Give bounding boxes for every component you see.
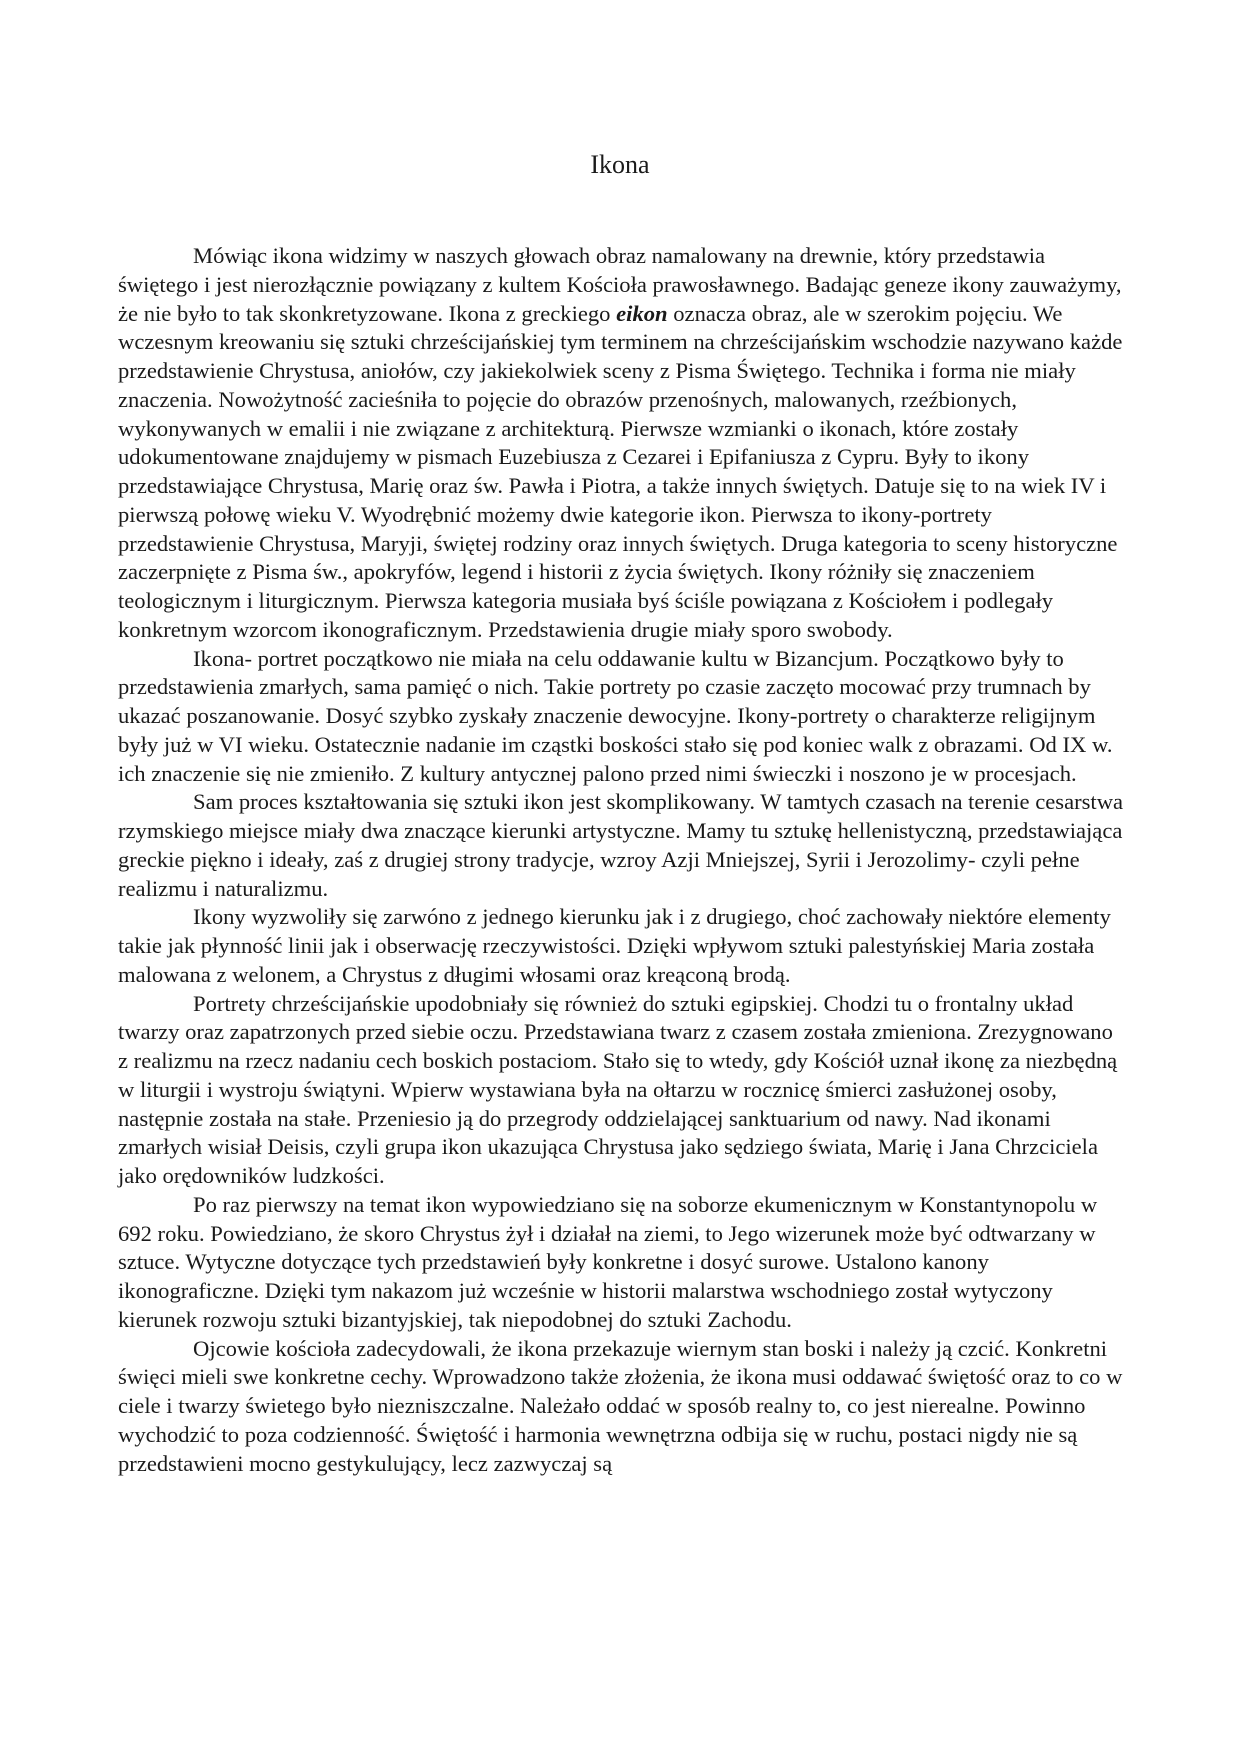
- document-body: [118, 242, 1124, 1478]
- paragraph-1: [118, 242, 1124, 645]
- paragraph-1-text-b: oznacza obraz, ale w szerokim pojęciu. We wczesnym kreowaniu się sztuki chrześcijańskiej tym terminem na chrześcijańskim wschodzie nazywano każde przedstawienie Chrystusa, aniołów, czy jakiekolwiek sceny z Pisma Świętego. Technika i forma nie miały znaczenia. Nowożytność zacieśniła to pojęcie do obrazów przenośnych, malowanych, rzeźbionych, wykonywanych w emalii i nie związane z architekturą. Pierwsze wzmianki o ikonach, które zostały udokumentowane znajdujemy w pismach Euzebiusza z Cezarei i Epifaniusza z Cypru. Były to ikony przedstawiające Chrystusa, Marię oraz św. Pawła i Piotra, a także innych świętych. Datuje się to na wiek IV i pierwszą połowę wieku V. Wyodrębnić możemy dwie kategorie ikon. Pierwsza to ikony-portrety przedstawienie Chrystusa, Maryji, świętej rodziny oraz innych świętych. Druga kategoria to sceny historyczne zaczerpnięte z Pisma św., apokryfów, legend i historii z życia świętych. Ikony różniły się znaczeniem teologicznym i liturgicznym. Pierwsza kategoria musiała byś ściśle powiązana z Kościołem i podlegały konkretnym wzorcom ikonograficznym. Przedstawienia drugie miały sporo swobody.: [118, 300, 1123, 642]
- paragraph-1-text-a: Mówiąc ikona widzimy w naszych głowach obraz namalowany na drewnie, który przedstawia świętego i jest nierozłącznie powiązany z kultem Kościoła prawosławnego. Badając geneze ikony zauważymy, że nie było to tak skonkretyzowane. Ikona z greckiego: [118, 243, 1122, 326]
- emphasized-term: eikon: [616, 300, 668, 326]
- paragraph-3: Sam proces kształtowania się sztuki ikon jest skomplikowany. W tamtych czasach na terenie cesarstwa rzymskiego miejsce miały dwa znaczące kierunki artystyczne. Mamy tu sztukę hellenistyczną, przedstawiająca greckie piękno i ideały, zaś z drugiej strony tradycje, wzroy Azji Mniejszej, Syrii i Jerozolimy- czyli pełne realizmu i naturalizmu.: [118, 789, 1124, 901]
- paragraph-7: Ojcowie kościoła zadecydowali, że ikona przekazuje wiernym stan boski i należy ją czcić. Konkretni święci mieli swe konkretne cechy. Wprowadzono także złożenia, że ikona musi oddawać świętość oraz to co w ciele i twarzy świetego było niezniszczalne. Należało oddać w sposób realny to, co jest nierealne. Powinno wychodzić to poza codzienność. Świętość i harmonia wewnętrzna odbija się w ruchu, postaci nigdy nie są przedstawieni mocno gestykulujący, lecz zazwyczaj są: [118, 1335, 1123, 1476]
- paragraph-4: Ikony wyzwoliły się zarwóno z jednego kierunku jak i z drugiego, choć zachowały niektóre elementy takie jak płynność linii jak i obserwację rzeczywistości. Dzięki wpływom sztuki palestyńskiej Maria została malowana z welonem, a Chrystus z długimi włosami oraz kreąconą brodą.: [118, 904, 1111, 987]
- paragraph-5: Portrety chrześcijańskie upodobniały się również do sztuki egipskiej. Chodzi tu o frontalny układ twarzy oraz zapatrzonych przed siebie oczu. Przedstawiana twarz z czasem została zmieniona. Zrezygnowano z realizmu na rzecz nadaniu cech boskich postaciom. Stało się to wtedy, gdy Kościół uznał ikonę za niezbędną w liturgii i wystroju świątyni. Wpierw wystawiana była na ołtarzu w rocznicę śmierci zasłużonej osoby, następnie została na stałe. Przeniesio ją do przegrody oddzielającej sanktuarium od nawy. Nad ikonami zmarłych wisiał Deisis, czyli grupa ikon ukazująca Chrystusa jako sędziego świata, Marię i Jana Chrzciciela jako orędowników ludzkości.: [118, 990, 1118, 1188]
- paragraph-2: Ikona- portret początkowo nie miała na celu oddawanie kultu w Bizancjum. Początkowo były to przedstawienia zmarłych, sama pamięć o nich. Takie portrety po czasie zaczęto mocować przy trumnach by ukazać poszanowanie. Dosyć szybko zyskały znaczenie dewocyjne. Ikony-portrety o charakterze religijnym były już w VI wieku. Ostatecznie nadanie im cząstki boskości stało się pod koniec walk z obrazami. Od IX w. ich znaczenie się nie zmieniło. Z kultury antycznej palono przed nimi świeczki i noszono je w procesjach.: [118, 645, 1113, 786]
- paragraph-6: Po raz pierwszy na temat ikon wypowiedziano się na soborze ekumenicznym w Konstantynopolu w 692 roku. Powiedziano, że skoro Chrystus żył i działał na ziemi, to Jego wizerunek może być odtwarzany w sztuce. Wytyczne dotyczące tych przedstawień były konkretne i dosyć surowe. Ustalono kanony ikonograficzne. Dzięki tym nakazom już wcześnie w historii malarstwa wschodniego został wytyczony kierunek rozwoju sztuki bizantyjskiej, tak niepodobnej do sztuki Zachodu.: [118, 1191, 1098, 1332]
- document-title: Ikona: [590, 150, 650, 179]
